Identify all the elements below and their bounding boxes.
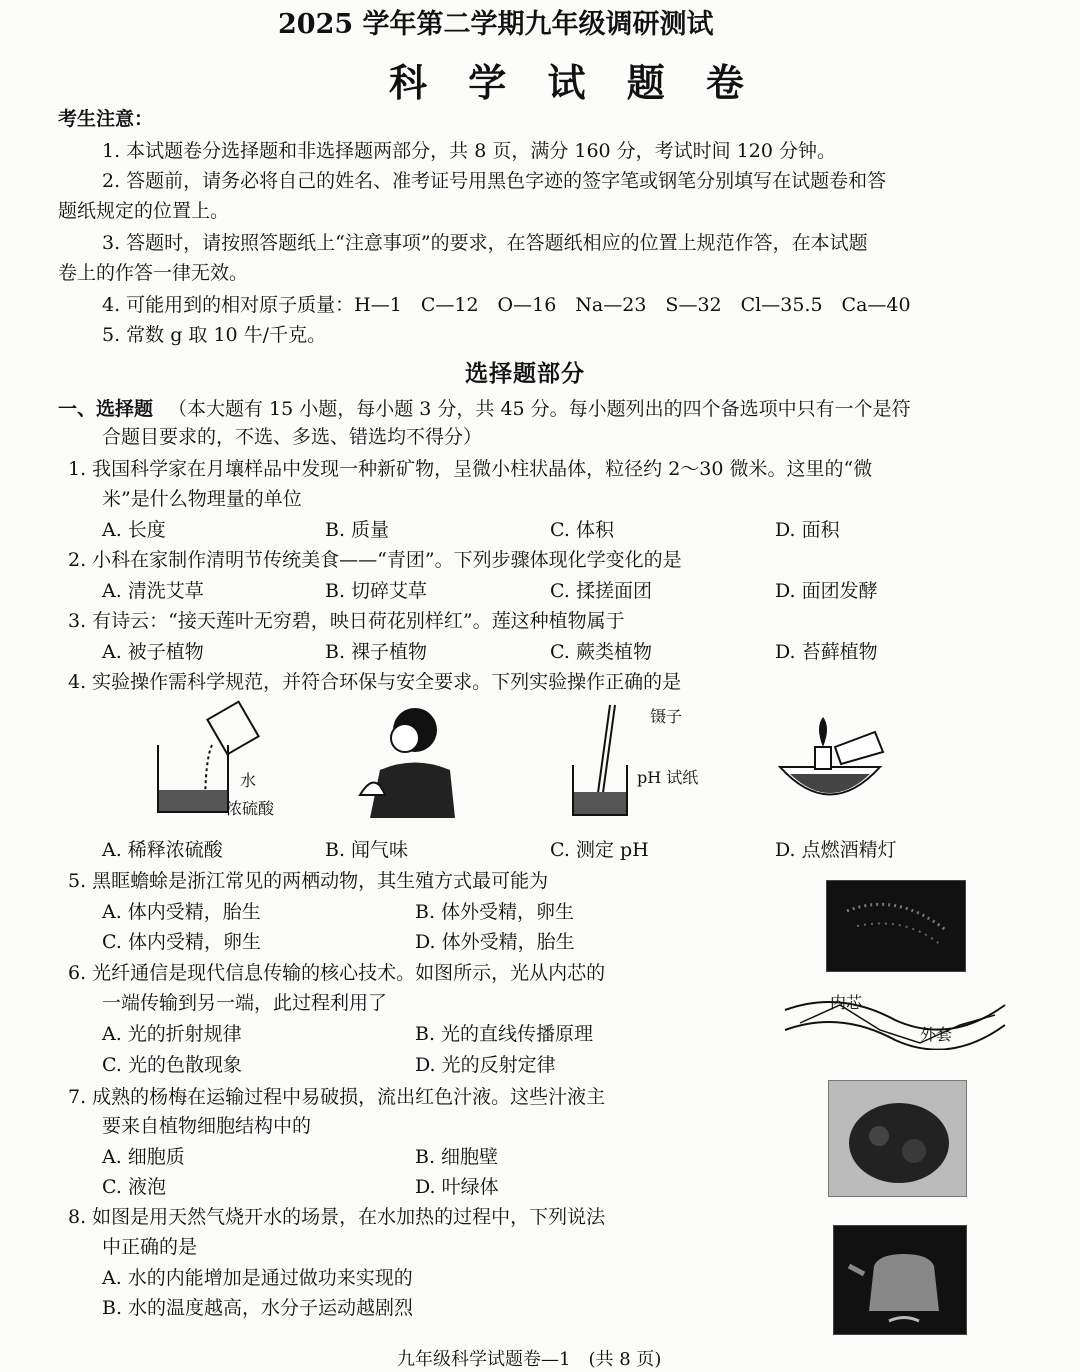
q2-option-c: C. 揉搓面团 — [550, 580, 652, 602]
q1-option-d: D. 面积 — [775, 519, 840, 541]
q1-option-b: B. 质量 — [325, 519, 390, 541]
q2-option-b: B. 切碎艾草 — [325, 580, 428, 602]
q6-option-b: B. 光的直线传播原理 — [415, 1023, 594, 1045]
q4-option-b: B. 闻气味 — [325, 839, 409, 861]
bayberry-photo — [828, 1080, 967, 1197]
q4-option-a: A. 稀释浓硫酸 — [102, 839, 223, 861]
q3-option-a: A. 被子植物 — [102, 641, 204, 663]
notice-item-3: 3. 答题时，请按照答题纸上“注意事项”的要求，在答题纸相应的位置上规范作答，在本试题 — [102, 232, 868, 254]
question-5-stem: 5. 黑眶蟾蜍是浙江常见的两栖动物，其生殖方式最可能为 — [68, 870, 549, 892]
notice-item-5: 5. 常数 g 取 10 牛/千克。 — [102, 324, 327, 346]
q4-option-d: D. 点燃酒精灯 — [775, 839, 897, 861]
q2-option-a: A. 清洗艾草 — [102, 580, 204, 602]
q3-option-b: B. 裸子植物 — [325, 641, 428, 663]
q5-option-b: B. 体外受精，卵生 — [415, 901, 575, 923]
notice-item-2-cont: 题纸规定的位置上。 — [58, 200, 230, 222]
q1-option-a: A. 长度 — [102, 519, 166, 541]
question-7-stem-cont: 要来自植物细胞结构中的 — [102, 1115, 312, 1137]
question-1-stem: 1. 我国科学家在月壤样品中发现一种新矿物，呈微小柱状晶体，粒径约 2～30 微米。这里的“微 — [68, 458, 873, 480]
label-tweezers: 镊子 — [650, 707, 683, 726]
q5-option-a: A. 体内受精，胎生 — [102, 901, 261, 923]
notice-item-1: 1. 本试题卷分选择题和非选择题两部分，共 8 页，满分 160 分，考试时间 120 分钟。 — [102, 140, 837, 162]
q7-option-c: C. 液泡 — [102, 1176, 166, 1198]
question-6-stem: 6. 光纤通信是现代信息传输的核心技术。如图所示，光从内芯的 — [68, 962, 606, 984]
label-ph-paper: pH 试纸 — [637, 768, 699, 787]
part1-label: 一、选择题 — [58, 398, 154, 420]
label-water: 水 — [240, 771, 257, 790]
label-cladding: 外套 — [920, 1025, 953, 1044]
paper-title: 科 学 试 题 卷 — [389, 60, 758, 105]
q7-option-d: D. 叶绿体 — [415, 1176, 499, 1198]
question-8-stem-cont: 中正确的是 — [102, 1236, 198, 1258]
label-conc-acid: 浓硫酸 — [226, 799, 275, 818]
notice-item-3-cont: 卷上的作答一律无效。 — [58, 262, 249, 284]
q5-option-c: C. 体内受精，卵生 — [102, 931, 261, 953]
q2-option-d: D. 面团发酵 — [775, 580, 878, 602]
question-1-stem-cont: 米”是什么物理量的单位 — [102, 488, 302, 510]
q7-option-a: A. 细胞质 — [102, 1146, 185, 1168]
figure-ph-test — [565, 700, 640, 820]
q1-option-c: C. 体积 — [550, 519, 614, 541]
notice-item-4: 4. 可能用到的相对原子质量：H—1 C—12 O—16 Na—23 S—32 Cl—35.5 Ca—40 — [102, 294, 911, 316]
q8-option-a: A. 水的内能增加是通过做功来实现的 — [102, 1267, 413, 1289]
q7-option-b: B. 细胞壁 — [415, 1146, 499, 1168]
notice-heading: 考生注意： — [58, 108, 154, 130]
section-title: 选择题部分 — [465, 360, 585, 387]
notice-item-2: 2. 答题前，请务必将自己的姓名、准考证号用黑色字迹的签字笔或钢笔分别填写在试题卷和答 — [102, 170, 887, 192]
part1-intro-cont: 合题目要求的，不选、多选、错选均不得分） — [102, 426, 483, 448]
part1-intro: （本大题有 15 小题，每小题 3 分，共 45 分。每小题列出的四个备选项中只有一个是符 — [168, 398, 911, 420]
kettle-photo — [833, 1225, 967, 1335]
q6-option-a: A. 光的折射规律 — [102, 1023, 242, 1045]
figure-alcohol-lamp — [775, 712, 890, 812]
page-footer: 九年级科学试题卷—1 (共 8 页) — [397, 1349, 662, 1370]
figure-optical-fiber — [780, 985, 1010, 1050]
q5-option-d: D. 体外受精，胎生 — [415, 931, 575, 953]
exam-title: 2025 学年第二学期九年级调研测试 — [278, 9, 714, 40]
question-7-stem: 7. 成熟的杨梅在运输过程中易破损，流出红色汁液。这些汁液主 — [68, 1086, 606, 1108]
toad-photo — [826, 880, 966, 972]
label-core: 内芯 — [830, 993, 863, 1012]
q3-option-d: D. 苔藓植物 — [775, 641, 878, 663]
q4-option-c: C. 测定 pH — [550, 839, 649, 861]
question-6-stem-cont: 一端传输到另一端，此过程利用了 — [102, 992, 388, 1014]
q6-option-d: D. 光的反射定律 — [415, 1054, 556, 1076]
question-8-stem: 8. 如图是用天然气烧开水的场景，在水加热的过程中，下列说法 — [68, 1206, 606, 1228]
figure-smelling — [350, 700, 465, 820]
question-3-stem: 3. 有诗云：“接天莲叶无穷碧，映日荷花别样红”。莲这种植物属于 — [68, 610, 625, 632]
q3-option-c: C. 蕨类植物 — [550, 641, 652, 663]
question-4-stem: 4. 实验操作需科学规范，并符合环保与安全要求。下列实验操作正确的是 — [68, 671, 682, 693]
q6-option-c: C. 光的色散现象 — [102, 1054, 242, 1076]
question-2-stem: 2. 小科在家制作清明节传统美食——“青团”。下列步骤体现化学变化的是 — [68, 549, 682, 571]
q8-option-b: B. 水的温度越高，水分子运动越剧烈 — [102, 1297, 414, 1319]
